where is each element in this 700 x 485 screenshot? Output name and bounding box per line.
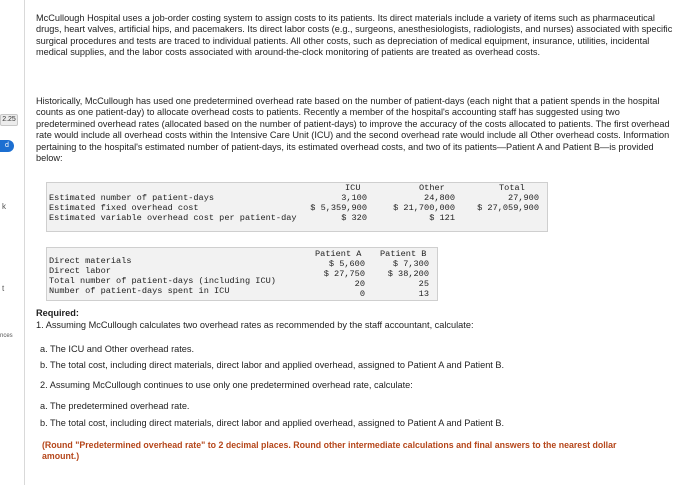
requirement-2b: b. The total cost, including direct materials, direct labor and applied overhead, assigned to Patient A and Patient B.	[40, 418, 505, 428]
cell-patient-b: $ 38,200	[387, 269, 429, 279]
cell-icu: $ 5,359,900	[310, 203, 367, 213]
cell-other: $ 21,700,000	[393, 203, 455, 213]
requirement-1a: a. The ICU and Other overhead rates.	[40, 344, 195, 354]
patient-data-table	[46, 247, 438, 301]
requirement-2: 2. Assuming McCullough continues to use only one predetermined overhead rate, calculate:	[40, 380, 413, 390]
column-header-total: Total	[499, 183, 525, 193]
problem-intro	[36, 13, 681, 59]
cell-patient-a: $ 27,750	[323, 269, 365, 279]
row-label: Direct labor	[49, 266, 111, 276]
cell-other: 24,800	[424, 193, 455, 203]
column-header-patient-b: Patient B	[380, 249, 427, 259]
cell-other: $ 121	[429, 213, 455, 223]
question-points-badge[interactable]: 2.25	[0, 114, 18, 126]
row-label: Estimated number of patient-days	[49, 193, 215, 203]
requirement-1: 1. Assuming McCullough calculates two overhead rates as recommended by the staff accountant, calculate:	[36, 320, 474, 330]
row-label: Estimated fixed overhead cost	[49, 203, 199, 213]
cell-total: $ 27,059,900	[477, 203, 539, 213]
question-status-tab[interactable]: d	[0, 140, 14, 152]
cell-icu: $ 320	[341, 213, 367, 223]
requirement-2a: a. The predetermined overhead rate.	[40, 401, 190, 411]
problem-history	[36, 96, 681, 164]
cell-patient-b: 25	[418, 279, 429, 289]
column-header-patient-a: Patient A	[315, 249, 362, 259]
requirement-1b: b. The total cost, including direct materials, direct labor and applied overhead, assigned to Patient A and Patient B.	[40, 360, 505, 370]
required-heading: Required:	[36, 308, 79, 318]
cell-patient-b: $ 7,300	[392, 259, 429, 269]
rounding-instructions: (Round "Predetermined overhead rate" to 2 decimal places. Round other intermediate calculations and final answers to the nearest dollar amount.)	[42, 440, 617, 461]
row-label: Total number of patient-days (including ICU)	[49, 276, 276, 286]
cell-patient-a: 20	[354, 279, 365, 289]
history-paragraph: Historically, McCullough has used one predetermined overhead rate based on the number of patient-days (each night that a patient spends in the hospital counts as one patient-day) to allocate overhead costs to patients. Recently a member of the hospital's accounting staff has suggested using two predetermined overhead rates (allocated based on the number of patient-days) to improve the accuracy of the costs allocated to patients. The first overhead rate would include all overhead costs within the Intensive Care Unit (ICU) and the second overhead rate would include all Other overhead costs. Information pertaining to the hospital's estimated number of patient-days, its estimated overhead costs, and two of its patients—Patient A and Patient B—is provided below:	[36, 96, 670, 164]
cell-patient-a: $ 5,600	[328, 259, 365, 269]
sidebar-marker: nces	[0, 333, 13, 339]
cell-total: 27,900	[508, 193, 539, 203]
column-header-other: Other	[419, 183, 445, 193]
cell-patient-b: 13	[418, 289, 429, 299]
column-header-icu: ICU	[345, 183, 361, 193]
sidebar-marker: k	[2, 202, 6, 211]
cell-patient-a: 0	[359, 289, 365, 299]
left-sidebar	[0, 0, 25, 485]
cell-icu: 3,100	[341, 193, 367, 203]
overhead-estimates-table	[46, 182, 548, 232]
row-label: Direct materials	[49, 256, 132, 266]
sidebar-marker: t	[2, 284, 5, 293]
row-label: Number of patient-days spent in ICU	[49, 286, 230, 296]
row-label: Estimated variable overhead cost per patient-day	[49, 213, 297, 223]
intro-paragraph: McCullough Hospital uses a job-order costing system to assign costs to its patients. Its direct materials include a variety of items such as pharmaceutical drugs, heart valves, artificial hips, and pacemakers. Its direct labor costs (e.g., surgeons, anesthesiologists, radiologists, and nurses) associated with specific surgical procedures and tests are traced to individual patients. All other costs, such as depreciation of medical equipment, insurance, utilities, incidental medical supplies, and the labor costs associated with around-the-clock monitoring of patients are treated as overhead costs.	[36, 13, 673, 58]
